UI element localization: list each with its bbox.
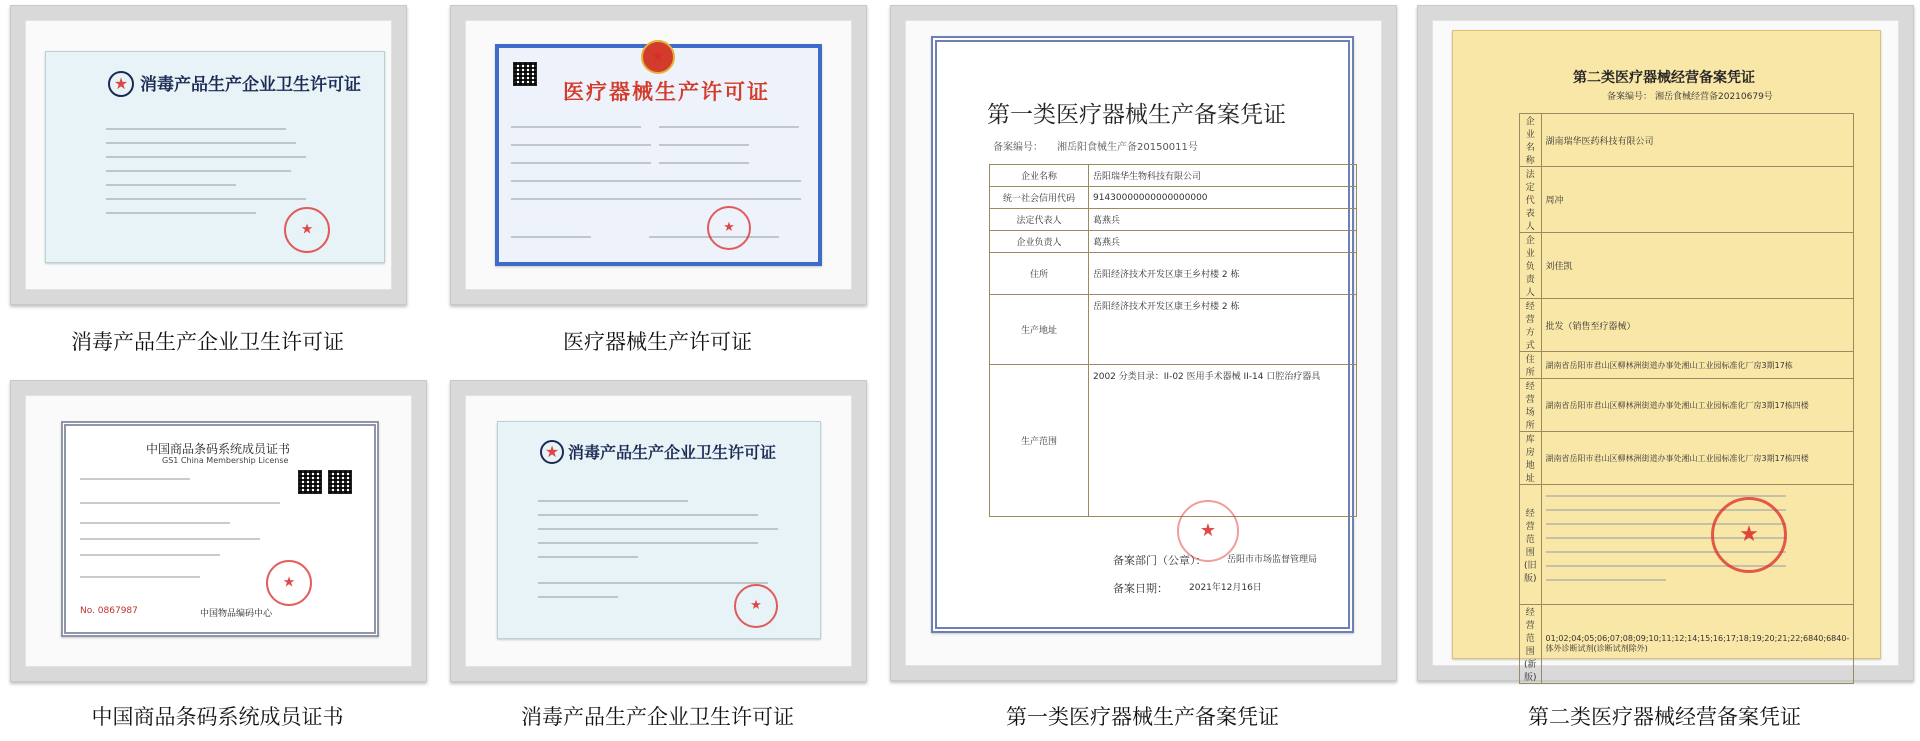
filing-department: 岳阳市市场监督管理局 — [1227, 555, 1318, 565]
red-seal-icon — [707, 206, 751, 250]
certificate-frame-5[interactable] — [890, 5, 1397, 681]
record-number-label: 备案编号： — [1607, 92, 1653, 102]
caption-3: 中国商品条码系统成员证书 — [91, 705, 344, 729]
certificate-frame-4[interactable] — [450, 380, 867, 682]
certificate-document — [45, 51, 385, 263]
certificate-frame-3[interactable] — [10, 380, 427, 682]
certificate-document — [1452, 30, 1881, 683]
emblem-icon — [108, 71, 134, 97]
certificate-document — [497, 421, 821, 639]
record-table: 企业名称 湖南瑞华医药科技有限公司 法定代表人 周冲 企业负责人 刘佳凯 经营方式 批发（销售至疗器械） 住所 湖南省岳阳市君山区柳林洲街道办事处湘山工业园标准化厂房3期17栋 经营场所 湖南省岳阳市君山区柳林洲街道办事处湘山工业园标准化厂房3期17栋四楼 库房地址 湖南省岳阳市君山区柳林洲街道办事处湘山工业园标准化厂房3期17栋四楼 经营范围(旧版) 经营范围(新版) 01;02;04;05;06;07;08;09;10;11;12;14;15;16;17;18;19;20;21;22;6840;6840-体外诊断试剂(诊断试剂除外) — [1519, 113, 1854, 684]
serial-number: No. 0867987 — [80, 606, 138, 616]
red-seal-icon — [284, 207, 330, 253]
national-emblem-icon — [641, 40, 675, 74]
red-seal-icon — [1711, 497, 1787, 573]
caption-5: 第一类医疗器械生产备案凭证 — [1006, 705, 1279, 729]
red-seal-icon — [266, 560, 312, 606]
certificate-document — [495, 44, 822, 266]
record-number: 湘岳食械经营备20210679号 — [1655, 92, 1773, 102]
document-title: 消毒产品生产企业卫生许可证 — [568, 443, 777, 462]
document-title: 第二类医疗器械经营备案凭证 — [1573, 70, 1755, 86]
certificate-document — [931, 36, 1354, 633]
certificate-frame-2[interactable] — [450, 5, 867, 305]
document-title: 中国商品条码系统成员证书 — [146, 442, 291, 456]
document-title: 医疗器械生产许可证 — [563, 80, 770, 104]
certificate-frame-1[interactable] — [10, 5, 407, 305]
document-title: 第一类医疗器械生产备案凭证 — [987, 102, 1286, 128]
red-seal-icon — [734, 584, 778, 628]
issuer-name: 中国物品编码中心 — [200, 609, 273, 619]
filing-department-label: 备案部门（公章）： — [1113, 554, 1207, 567]
certificate-frame-6[interactable] — [1417, 5, 1914, 681]
qr-code-icon — [513, 62, 537, 86]
document-title: 消毒产品生产企业卫生许可证 — [140, 75, 361, 95]
caption-6: 第二类医疗器械经营备案凭证 — [1528, 705, 1801, 729]
caption-1: 消毒产品生产企业卫生许可证 — [71, 330, 344, 354]
document-subtitle: GS1 China Membership License — [162, 456, 289, 465]
filing-date-label: 备案日期： — [1113, 582, 1168, 595]
record-number-label: 备案编号： — [993, 142, 1043, 153]
qr-code-icon — [298, 470, 322, 494]
record-number: 湘岳阳食械生产备20150011号 — [1057, 142, 1198, 153]
caption-4: 消毒产品生产企业卫生许可证 — [521, 705, 794, 729]
caption-2: 医疗器械生产许可证 — [563, 330, 752, 354]
emblem-icon — [540, 440, 564, 464]
certificate-document — [61, 421, 379, 637]
filing-date: 2021年12月16日 — [1189, 583, 1262, 593]
barcode-qr-icon — [328, 470, 352, 494]
record-table: 企业名称 岳阳瑞华生物科技有限公司 统一社会信用代码 91430000000000000000 法定代表人 葛燕兵 企业负责人 葛燕兵 住所 岳阳经济技术开发区康王乡村楼 2 栋 生产地址 岳阳经济技术开发区康王乡村楼 2 栋 生产范围 2002 分类目录：II-02 医用手术器械 II-14 口腔治疗器具 — [989, 164, 1357, 517]
